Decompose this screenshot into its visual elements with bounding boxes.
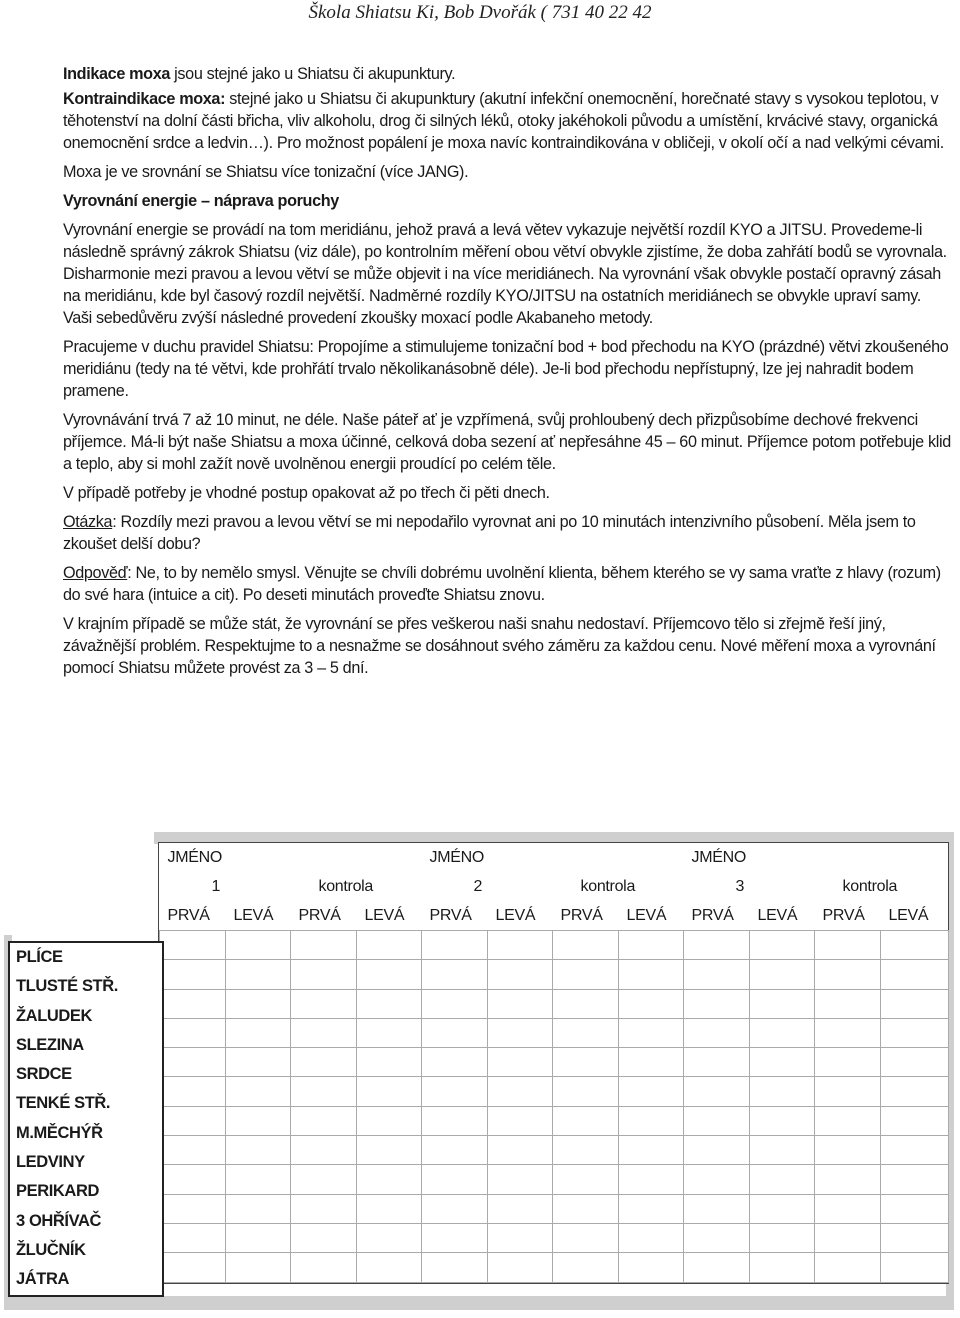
measurement-cell[interactable] <box>815 1253 881 1282</box>
measurement-cell[interactable] <box>553 1223 619 1252</box>
measurement-cell[interactable] <box>488 1106 553 1135</box>
measurement-cell[interactable] <box>160 1253 226 1282</box>
measurement-cell[interactable] <box>291 1077 357 1106</box>
measurement-cell[interactable] <box>488 1048 553 1077</box>
measurement-cell[interactable] <box>684 931 750 960</box>
measurement-cell[interactable] <box>750 1018 815 1047</box>
measurement-cell[interactable] <box>488 1194 553 1223</box>
table-row <box>160 1223 949 1252</box>
measurement-cell[interactable] <box>881 1018 949 1047</box>
meridian-label: SLEZINA <box>16 1035 84 1054</box>
control-number: 1 <box>211 877 221 895</box>
left-label: LEVÁ <box>495 906 536 924</box>
measurement-cell[interactable] <box>553 960 619 989</box>
measurement-cell[interactable] <box>291 989 357 1018</box>
tonization-paragraph: Moxa je ve srovnání se Shiatsu více tonizační (více JANG). <box>63 163 469 181</box>
method-paragraph: Pracujeme v duchu pravidel Shiatsu: Propojíme a stimulujeme tonizační bod + bod přechodu na KYO (prázdné) větvi zkoušeného meridiánu (tedy na té větvi, kde prohřátí trvalo několikanásobně déle). Je-li bod přechodu nepřístupný, lze jej nahradit bodem pramene. <box>63 338 949 400</box>
meridian-label: PERIKARD <box>16 1182 99 1201</box>
measurement-cell[interactable] <box>226 1194 291 1223</box>
measurement-cell[interactable] <box>291 1018 357 1047</box>
measurement-cell[interactable] <box>357 931 422 960</box>
measurement-cell[interactable] <box>553 1018 619 1047</box>
measurement-cell[interactable] <box>750 1194 815 1223</box>
answer-paragraph <box>63 562 953 606</box>
measurement-cell[interactable] <box>619 1018 684 1047</box>
measurement-cell[interactable] <box>815 960 881 989</box>
measurement-cell[interactable] <box>750 931 815 960</box>
table-row <box>160 989 949 1018</box>
measurement-cell[interactable] <box>226 1253 291 1282</box>
meridian-label: JÁTRA <box>16 1270 70 1289</box>
measurement-cell[interactable] <box>291 1136 357 1165</box>
left-label: LEVÁ <box>626 906 667 924</box>
measurement-cell[interactable] <box>422 1077 488 1106</box>
measurement-cell[interactable] <box>684 1018 750 1047</box>
measurement-cell[interactable] <box>684 989 750 1018</box>
measurement-cell[interactable] <box>881 1048 949 1077</box>
measurement-cell[interactable] <box>881 989 949 1018</box>
measurement-cell[interactable] <box>815 1077 881 1106</box>
measurement-cell[interactable] <box>160 1077 226 1106</box>
measurement-cell[interactable] <box>291 931 357 960</box>
measurement-cell[interactable] <box>160 989 226 1018</box>
balancing-paragraph: Vyrovnání energie se provádí na tom meridiánu, jehož pravá a levá větev vykazuje největší rozdíl KYO a JITSU. Provedeme-li následně správný zákrok Shiatsu (viz dále), po kontrolním měření obou větví obvykle zjistíme, že doba zahřátí bodů se vyrovnala. Disharmonie mezi pravou a levou větví se může objevit i na více meridiánech. Na vyrovnání však obvykle postačí opravný zásah na meridiánu, kde byl časový rozdíl největší. Nadměrné rozdíly KYO/JITSU na ostatních meridiánech se obvykle upraví samy. Vaši sebedůvěru zvýší následné provedení zkoušky moxací podle Akabaneho metody. <box>63 221 947 327</box>
measurement-cell[interactable] <box>488 931 553 960</box>
measurement-cell[interactable] <box>160 1018 226 1047</box>
closing-paragraph: V krajním případě se může stát, že vyrovnání se přes veškerou naši snahu nedostaví. Příjemcovo tělo si zřejmě řeší jiný, závažnější problém. Respektujme to a nesnažme se dosáhnout svého záměru za každou cenu. Nové měření moxa a vyrovnání pomocí Shiatsu můžete provést za 3 – 5 dní. <box>63 615 936 677</box>
measurement-cell[interactable] <box>553 1136 619 1165</box>
measurement-cell[interactable] <box>881 1077 949 1106</box>
measurement-cell[interactable] <box>881 1223 949 1252</box>
measurement-cell[interactable] <box>619 931 684 960</box>
measurement-cell[interactable] <box>160 960 226 989</box>
table-row <box>160 1136 949 1165</box>
name-label: JMÉNO <box>691 848 747 866</box>
measurement-cell[interactable] <box>684 1048 750 1077</box>
indications-heading: Indikace moxa <box>63 65 171 83</box>
control-number: 2 <box>473 877 483 895</box>
table-row <box>160 1165 949 1194</box>
measurement-cell[interactable] <box>357 1253 422 1282</box>
measurement-cell[interactable] <box>226 1018 291 1047</box>
measurement-cell[interactable] <box>881 1106 949 1135</box>
measurement-cell[interactable] <box>357 1223 422 1252</box>
measurement-cell[interactable] <box>815 1018 881 1047</box>
measurement-cell[interactable] <box>750 1077 815 1106</box>
measurement-cell[interactable] <box>619 1253 684 1282</box>
measurement-cell[interactable] <box>750 989 815 1018</box>
measurement-cell[interactable] <box>291 1253 357 1282</box>
measurement-cell[interactable] <box>226 1048 291 1077</box>
question-paragraph <box>63 511 953 555</box>
measurement-cell[interactable] <box>881 931 949 960</box>
meridian-label: M.MĚCHÝŘ <box>16 1123 103 1142</box>
measurement-cell[interactable] <box>815 1136 881 1165</box>
measurement-cell[interactable] <box>357 1194 422 1223</box>
measurement-cell[interactable] <box>881 1136 949 1165</box>
section-heading-text: Vyrovnání energie – náprava poruchy <box>63 192 339 210</box>
measurement-cell[interactable] <box>488 1253 553 1282</box>
right-label: PRVÁ <box>167 906 210 924</box>
measurement-cell[interactable] <box>291 960 357 989</box>
measurement-cell[interactable] <box>553 1106 619 1135</box>
measurement-cell[interactable] <box>357 1165 422 1194</box>
measurement-cell[interactable] <box>422 1136 488 1165</box>
left-label: LEVÁ <box>233 906 274 924</box>
measurement-cell[interactable] <box>619 1223 684 1252</box>
measurement-cell[interactable] <box>750 1106 815 1135</box>
measurement-cell[interactable] <box>684 1223 750 1252</box>
measurement-cell[interactable] <box>226 1077 291 1106</box>
table-shadow <box>4 1296 954 1310</box>
measurement-cell[interactable] <box>226 1106 291 1135</box>
measurement-cell[interactable] <box>422 960 488 989</box>
measurement-cell[interactable] <box>619 1136 684 1165</box>
right-label: PRVÁ <box>298 906 341 924</box>
measurement-cell[interactable] <box>815 931 881 960</box>
meridian-label: 3 OHŘÍVAČ <box>16 1211 102 1230</box>
measurement-cell[interactable] <box>750 1223 815 1252</box>
contraindications-text: stejné jako u Shiatsu či akupunktury (akutní infekční onemocnění, horečnaté stavy s vysokou teplotou, v těhotenství na dolní části břicha, vliv alkoholu, drog či silných léků, otoky jakéhokoli původu a umístění, krvácivé stavy, organická onemocnění srdce a ledvin…). Pro možnost popálení je moxa navíc kontraindikována v obličeji, v okolí očí a nad velkými cévami. <box>63 90 944 152</box>
measurement-cell[interactable] <box>750 1253 815 1282</box>
document-body <box>63 63 953 686</box>
measurement-cell[interactable] <box>684 1136 750 1165</box>
measurement-cell[interactable] <box>226 1136 291 1165</box>
measurement-cell[interactable] <box>815 989 881 1018</box>
left-label: LEVÁ <box>888 906 929 924</box>
measurement-cell[interactable] <box>357 1048 422 1077</box>
answer-label: Odpověď <box>63 564 128 582</box>
right-label: PRVÁ <box>560 906 603 924</box>
answer-text: : Ne, to by nemělo smysl. Věnujte se chvíli dobrému uvolnění klienta, během kterého se vy sama vraťte z hlavy (rozum) do své hara (intuice a cit). Po deseti minutách proveďte Shiatsu znovu. <box>63 564 941 604</box>
duration-paragraph: Vyrovnávání trvá 7 až 10 minut, ne déle. Naše páteř ať je vzpřímená, svůj prohloubený dech přizpůsobíme dechové frekvenci příjemce. Má-li být naše Shiatsu a moxa účinné, celková doba sezení ať nepřesáhne 45 – 60 minut. Příjemce potom potřebuje klid a teplo, aby si mohl zažít nově uvolněnou energii proudící po celém těle. <box>63 411 951 473</box>
table-row <box>160 960 949 989</box>
measurement-cell[interactable] <box>684 1253 750 1282</box>
measurement-cell[interactable] <box>815 1165 881 1194</box>
right-label: PRVÁ <box>429 906 472 924</box>
measurement-cell[interactable] <box>160 931 226 960</box>
measurement-cell[interactable] <box>750 1165 815 1194</box>
measurement-cell[interactable] <box>422 931 488 960</box>
table-row <box>160 1018 949 1047</box>
measurement-cell[interactable] <box>881 960 949 989</box>
measurement-cell[interactable] <box>619 960 684 989</box>
measurement-cell[interactable] <box>422 1223 488 1252</box>
measurement-cell[interactable] <box>815 1106 881 1135</box>
measurement-cell[interactable] <box>881 1165 949 1194</box>
measurement-cell[interactable] <box>684 1106 750 1135</box>
repeat-paragraph: V případě potřeby je vhodné postup opakovat až po třech či pěti dnech. <box>63 484 550 502</box>
measurement-cell[interactable] <box>815 1194 881 1223</box>
measurement-cell[interactable] <box>553 931 619 960</box>
measurement-cell[interactable] <box>422 989 488 1018</box>
measurement-cell[interactable] <box>357 1077 422 1106</box>
measurement-cell[interactable] <box>291 1194 357 1223</box>
measurement-table <box>158 842 949 1284</box>
table-row <box>160 1048 949 1077</box>
measurement-cell[interactable] <box>684 1077 750 1106</box>
measurement-cell[interactable] <box>553 1165 619 1194</box>
meridian-label: PLÍCE <box>16 948 63 966</box>
measurement-cell[interactable] <box>619 1048 684 1077</box>
section-heading <box>63 190 953 212</box>
measurement-cell[interactable] <box>422 1048 488 1077</box>
measurement-cell[interactable] <box>619 1194 684 1223</box>
measurement-cell[interactable] <box>619 989 684 1018</box>
contraindications-paragraph <box>63 88 953 154</box>
measurement-cell[interactable] <box>291 1165 357 1194</box>
measurement-cell[interactable] <box>160 1048 226 1077</box>
meridian-label: TLUSTÉ STŘ. <box>16 977 118 996</box>
control-label: kontrola <box>842 877 898 895</box>
table-row <box>160 1106 949 1135</box>
measurement-cell[interactable] <box>357 1018 422 1047</box>
measurement-cell[interactable] <box>226 1223 291 1252</box>
name-label: JMÉNO <box>167 848 223 866</box>
measurement-cell[interactable] <box>160 1223 226 1252</box>
meridian-labels <box>8 941 164 1297</box>
right-label: PRVÁ <box>822 906 865 924</box>
measurement-cell[interactable] <box>553 1194 619 1223</box>
measurement-cell[interactable] <box>357 1136 422 1165</box>
indications-paragraph <box>63 63 953 85</box>
table-row <box>160 1253 949 1282</box>
measurement-cell[interactable] <box>619 1106 684 1135</box>
measurement-cell[interactable] <box>750 1136 815 1165</box>
meridian-label: ŽALUDEK <box>16 1006 93 1025</box>
meridian-label: TENKÉ STŘ. <box>16 1094 111 1113</box>
measurement-cell[interactable] <box>291 1048 357 1077</box>
side-row <box>160 901 949 931</box>
measurement-cell[interactable] <box>488 1018 553 1047</box>
measurement-cell[interactable] <box>750 960 815 989</box>
measurement-cell[interactable] <box>684 960 750 989</box>
measurement-cell[interactable] <box>422 1018 488 1047</box>
measurement-cell[interactable] <box>422 1106 488 1135</box>
name-label: JMÉNO <box>429 848 485 866</box>
left-label: LEVÁ <box>364 906 405 924</box>
measurement-cell[interactable] <box>553 1077 619 1106</box>
measurement-cell[interactable] <box>684 1165 750 1194</box>
table-row <box>160 1077 949 1106</box>
measurement-cell[interactable] <box>619 1165 684 1194</box>
measurement-cell[interactable] <box>422 1194 488 1223</box>
right-label: PRVÁ <box>691 906 734 924</box>
measurement-cell[interactable] <box>291 1106 357 1135</box>
question-label: Otázka <box>63 513 113 531</box>
measurement-cell[interactable] <box>881 1194 949 1223</box>
measurement-cell[interactable] <box>553 1253 619 1282</box>
measurement-cell[interactable] <box>750 1048 815 1077</box>
measurement-cell[interactable] <box>160 1136 226 1165</box>
measurement-cell[interactable] <box>226 960 291 989</box>
control-label: kontrola <box>580 877 636 895</box>
measurement-cell[interactable] <box>488 989 553 1018</box>
measurement-cell[interactable] <box>160 1194 226 1223</box>
measurement-cell[interactable] <box>226 1165 291 1194</box>
measurement-cell[interactable] <box>815 1048 881 1077</box>
measurement-cell[interactable] <box>357 1106 422 1135</box>
measurement-cell[interactable] <box>881 1253 949 1282</box>
measurement-cell[interactable] <box>488 960 553 989</box>
measurement-cell[interactable] <box>291 1223 357 1252</box>
measurement-cell[interactable] <box>488 1136 553 1165</box>
measurement-cell[interactable] <box>422 1253 488 1282</box>
measurement-cell[interactable] <box>553 1048 619 1077</box>
measurement-cell[interactable] <box>160 1106 226 1135</box>
meridian-label: SRDCE <box>16 1065 72 1084</box>
page-header: Škola Shiatsu Ki, Bob Dvořák ( 731 40 22 42 <box>308 2 652 23</box>
meridian-label: ŽLUČNÍK <box>16 1240 86 1259</box>
name-row <box>160 843 949 872</box>
table-cells <box>160 931 949 1283</box>
measurement-cell[interactable] <box>488 1223 553 1252</box>
measurement-cell[interactable] <box>684 1194 750 1223</box>
measurement-cell[interactable] <box>357 960 422 989</box>
control-label: kontrola <box>318 877 374 895</box>
contraindications-heading: Kontraindikace moxa: <box>63 90 226 108</box>
measurement-cell[interactable] <box>160 1165 226 1194</box>
meridian-label: LEDVINY <box>16 1153 85 1172</box>
measurement-cell[interactable] <box>553 989 619 1018</box>
table-row <box>160 1194 949 1223</box>
measurement-cell[interactable] <box>226 931 291 960</box>
measurement-cell[interactable] <box>488 1165 553 1194</box>
control-row <box>160 872 949 901</box>
measurement-cell[interactable] <box>815 1223 881 1252</box>
measurement-cell[interactable] <box>226 989 291 1018</box>
measurement-cell[interactable] <box>488 1077 553 1106</box>
measurement-cell[interactable] <box>357 989 422 1018</box>
indications-text: jsou stejné jako u Shiatsu či akupunktury. <box>170 65 456 83</box>
question-text: : Rozdíly mezi pravou a levou větví se mi nepodařilo vyrovnat ani po 10 minutách intenzivního působení. Měla jsem to zkoušet delší dobu? <box>63 513 916 553</box>
control-number: 3 <box>735 877 745 895</box>
left-label: LEVÁ <box>757 906 798 924</box>
table-row <box>160 931 949 960</box>
measurement-cell[interactable] <box>619 1077 684 1106</box>
measurement-cell[interactable] <box>422 1165 488 1194</box>
